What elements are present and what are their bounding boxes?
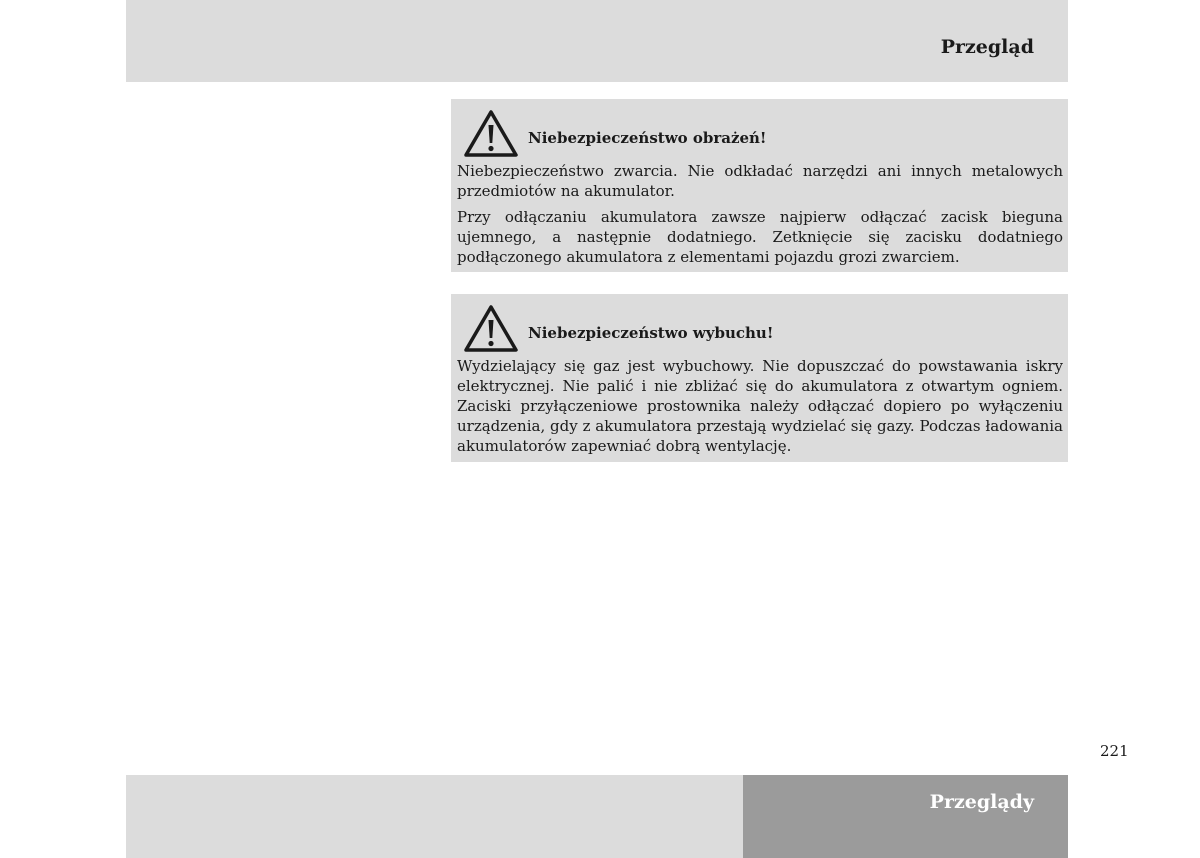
page-title: Przegląd <box>940 36 1034 58</box>
warning-box-explosion <box>451 294 1068 462</box>
warning-paragraph: Niebezpieczeństwo zwarcia. Nie odkładać narzędzi ani innych metalowych przedmiotów na akumulator. <box>457 162 1063 200</box>
footer-bar <box>126 775 743 858</box>
warning-triangle-icon <box>463 304 519 354</box>
footer-section-tab <box>743 775 1068 858</box>
header-bar <box>126 0 1068 82</box>
page-number: 221 <box>1100 742 1129 760</box>
warning-title: Niebezpieczeństwo obrażeń! <box>528 129 767 147</box>
footer-section-title: Przeglądy <box>929 791 1034 813</box>
warning-box-injury <box>451 99 1068 272</box>
warning-header <box>457 99 1063 161</box>
warning-triangle-icon <box>463 109 519 159</box>
warning-title: Niebezpieczeństwo wybuchu! <box>528 324 774 342</box>
warning-paragraph: Wydzielający się gaz jest wybuchowy. Nie dopuszczać do powstawania iskry elektrycznej. Nie palić i nie zbliżać się do akumulatora z otwartym ogniem. Zaciski przyłączeniowe prostownika należy odłączać dopiero po wyłączeniu urządzenia, gdy z akumulatora przestają wydzielać się gazy. Podczas ładowania akumulatorów zapewniać dobrą wentylację. <box>457 357 1063 455</box>
warning-paragraph: Przy odłączaniu akumulatora zawsze najpierw odłączać zacisk bieguna ujemnego, a następnie dodatniego. Zetknięcie się zacisku dodatniego podłączonego akumulatora z elementami pojazdu grozi zwarciem. <box>457 208 1063 266</box>
warning-header <box>457 294 1063 356</box>
